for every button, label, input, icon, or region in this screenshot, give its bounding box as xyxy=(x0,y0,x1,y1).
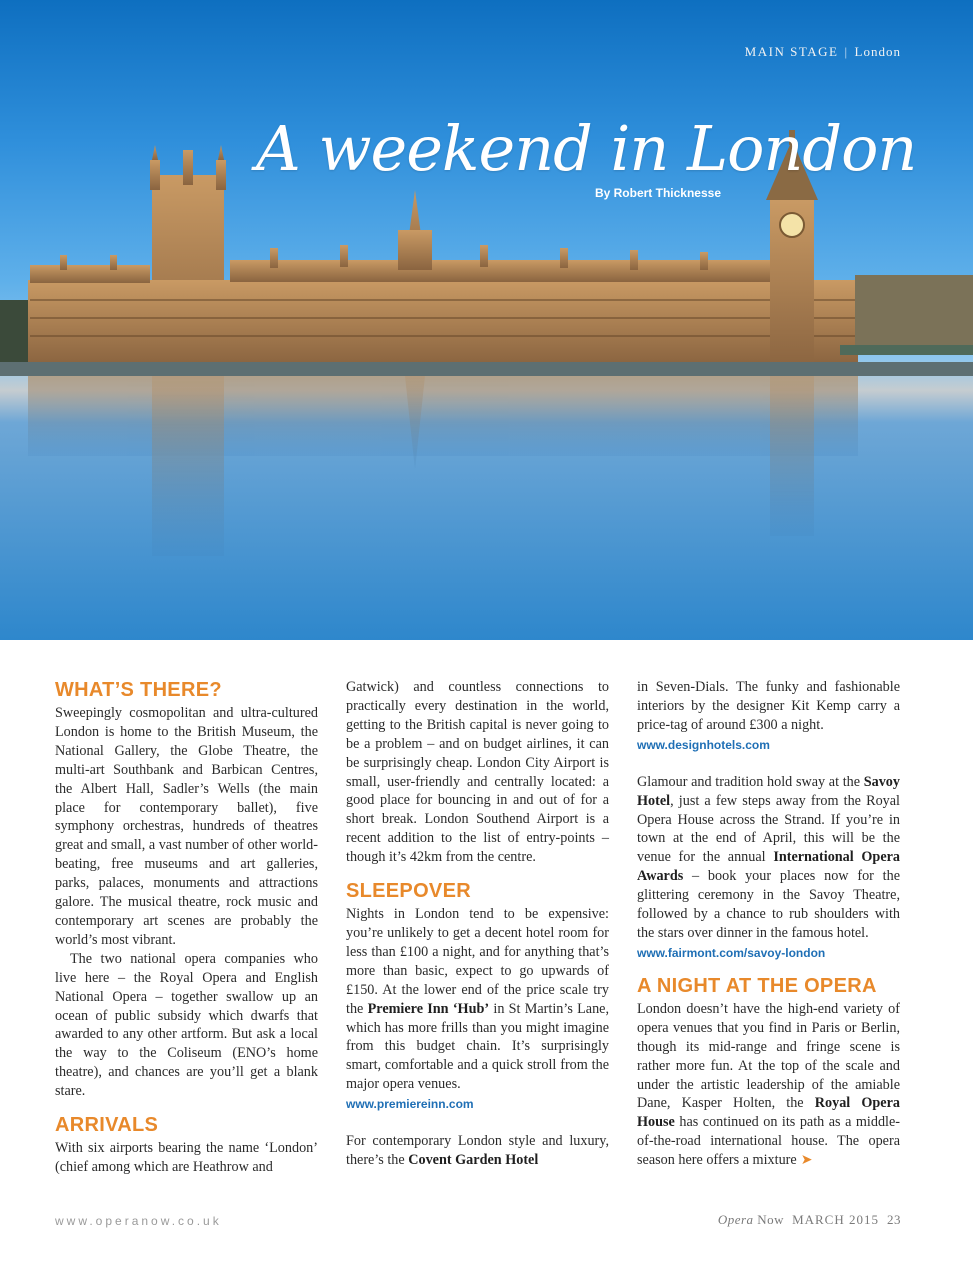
text-run: London doesn’t have the high-end variety of opera venues that you find in Paris or Berlin, though its mid-range and fringe scene is rather more fun. At the top of the scale and under the artistic leadership of the amiable Dane, Kasper Holten, the xyxy=(637,1000,900,1112)
magazine-name-italic: Opera xyxy=(717,1212,754,1227)
column-1 xyxy=(55,678,318,1177)
embankment xyxy=(0,362,973,376)
footer-folio xyxy=(718,1212,901,1228)
paragraph: Gatwick) and countless connections to practically every destination in the world, getting to the British capital is never going to be a problem – and on budget airlines, it can be surprisingly cheap. London City Airport is small, user-friendly and centrally located: a good place for bouncing in and out of for a short break. London Southend Airport is a recent addition to the list of entry-points – though it’s 42km from the centre. xyxy=(346,679,609,866)
text-run: Nights in London tend to be expensive: you’re unlikely to get a decent hotel room for less than £100 a night, and for anything that’s more than basic, expect to go upwards of £150. At the lower end of the price scale try the xyxy=(346,906,609,1017)
magazine-name xyxy=(718,1212,784,1227)
venue-name-royal-opera-house: Royal Opera House xyxy=(637,1095,900,1131)
hotel-name-premiere-inn: Premiere Inn ‘Hub’ xyxy=(367,1000,490,1017)
text-run: in St Martin’s Lane, which has more frills than you might imagine from this budget chain. It’s surprisingly smart, comfortable and a quick stroll from the major opera venues. xyxy=(346,1000,610,1093)
heading-whats-there: WHAT’S THERE? xyxy=(55,679,222,701)
paragraph: Sweepingly cosmopolitan and ultra-cultured London is home to the British Museum, the National Gallery, the Globe Theatre, the multi-art Southbank and Barbican Centres, the Albert Hall, Sadler’s Wells (the main place for contemporary ballet), five symphony orchestras, hundreds of theatres great and small, a vast number of other world-beating, free museums and art galleries, parks, palaces, monuments and attractions galore. The musical theatre, rock music and contemporary art scenes are probably the world’s most vibrant. xyxy=(55,705,318,948)
paragraph xyxy=(637,1000,900,1171)
link-fairmont[interactable]: www.fairmont.com/savoy-london xyxy=(637,945,826,960)
link-designhotels[interactable]: www.designhotels.com xyxy=(637,737,770,752)
continue-arrow-icon: ➤ xyxy=(800,1153,813,1169)
paragraph xyxy=(346,905,609,1094)
text-run: Glamour and tradition hold sway at the xyxy=(637,773,861,790)
hotel-name-covent-garden: Covent Garden Hotel xyxy=(408,1152,539,1169)
heading-night-at-opera: A NIGHT AT THE OPERA xyxy=(637,974,877,997)
paragraph: With six airports bearing the name ‘London’ (chief among which are Heathrow and xyxy=(55,1140,318,1175)
text-run: has continued on its path as a middle-of-the-road international house. The opera season here offers a mixture xyxy=(637,1114,901,1169)
text-run: – book your places now for the glittering ceremony in the Savoy Theatre, followed by a chance to rub shoulders with the stars over dinner in the famous hotel. xyxy=(637,868,901,941)
footer-website[interactable]: www.operanow.co.uk xyxy=(55,1214,222,1228)
paragraph xyxy=(346,1132,609,1170)
section-location: London xyxy=(854,44,901,59)
magazine-name-rest: Now xyxy=(753,1212,785,1227)
event-name-opera-awards: International Opera Awards xyxy=(637,849,901,885)
byline: By Robert Thicknesse xyxy=(594,186,721,200)
paragraph: in Seven-Dials. The funky and fashionable interiors by the designer Kit Kemp carry a price-tag of around £300 a night. xyxy=(637,679,900,733)
column-3 xyxy=(637,678,900,1171)
section-separator: | xyxy=(844,44,849,59)
portcullis-house xyxy=(855,275,973,350)
river-reflection xyxy=(28,376,858,556)
issue-date: MARCH 2015 xyxy=(792,1212,879,1227)
heading-sleepover: SLEEPOVER xyxy=(346,880,471,903)
westminster-bridge xyxy=(840,345,973,355)
link-premiereinn[interactable]: www.premiereinn.com xyxy=(346,1097,474,1112)
paragraph: The two national opera companies who live here – the Royal Opera and English National Opera – together swallow up an ocean of public subsidy which dwarfs that awarded to any other artform. But ask a local the way to the Coliseum (ENO’s home theatre), and chances are you’ll get a blank stare. xyxy=(55,950,318,1100)
column-2 xyxy=(346,678,609,1170)
text-run: For contemporary London style and luxury, there’s the xyxy=(346,1133,609,1169)
hotel-name-savoy: Savoy Hotel xyxy=(637,773,900,809)
paragraph xyxy=(637,773,900,943)
article-title: A weekend in London xyxy=(256,112,917,185)
text-run: , just a few steps away from the Royal Opera House across the Strand. If you’re in town at the end of April, this will be the venue for the annual xyxy=(637,792,900,866)
section-name: MAIN STAGE xyxy=(744,44,839,59)
section-label xyxy=(745,44,901,60)
heading-arrivals: ARRIVALS xyxy=(55,1114,159,1137)
page-number: 23 xyxy=(887,1212,901,1227)
